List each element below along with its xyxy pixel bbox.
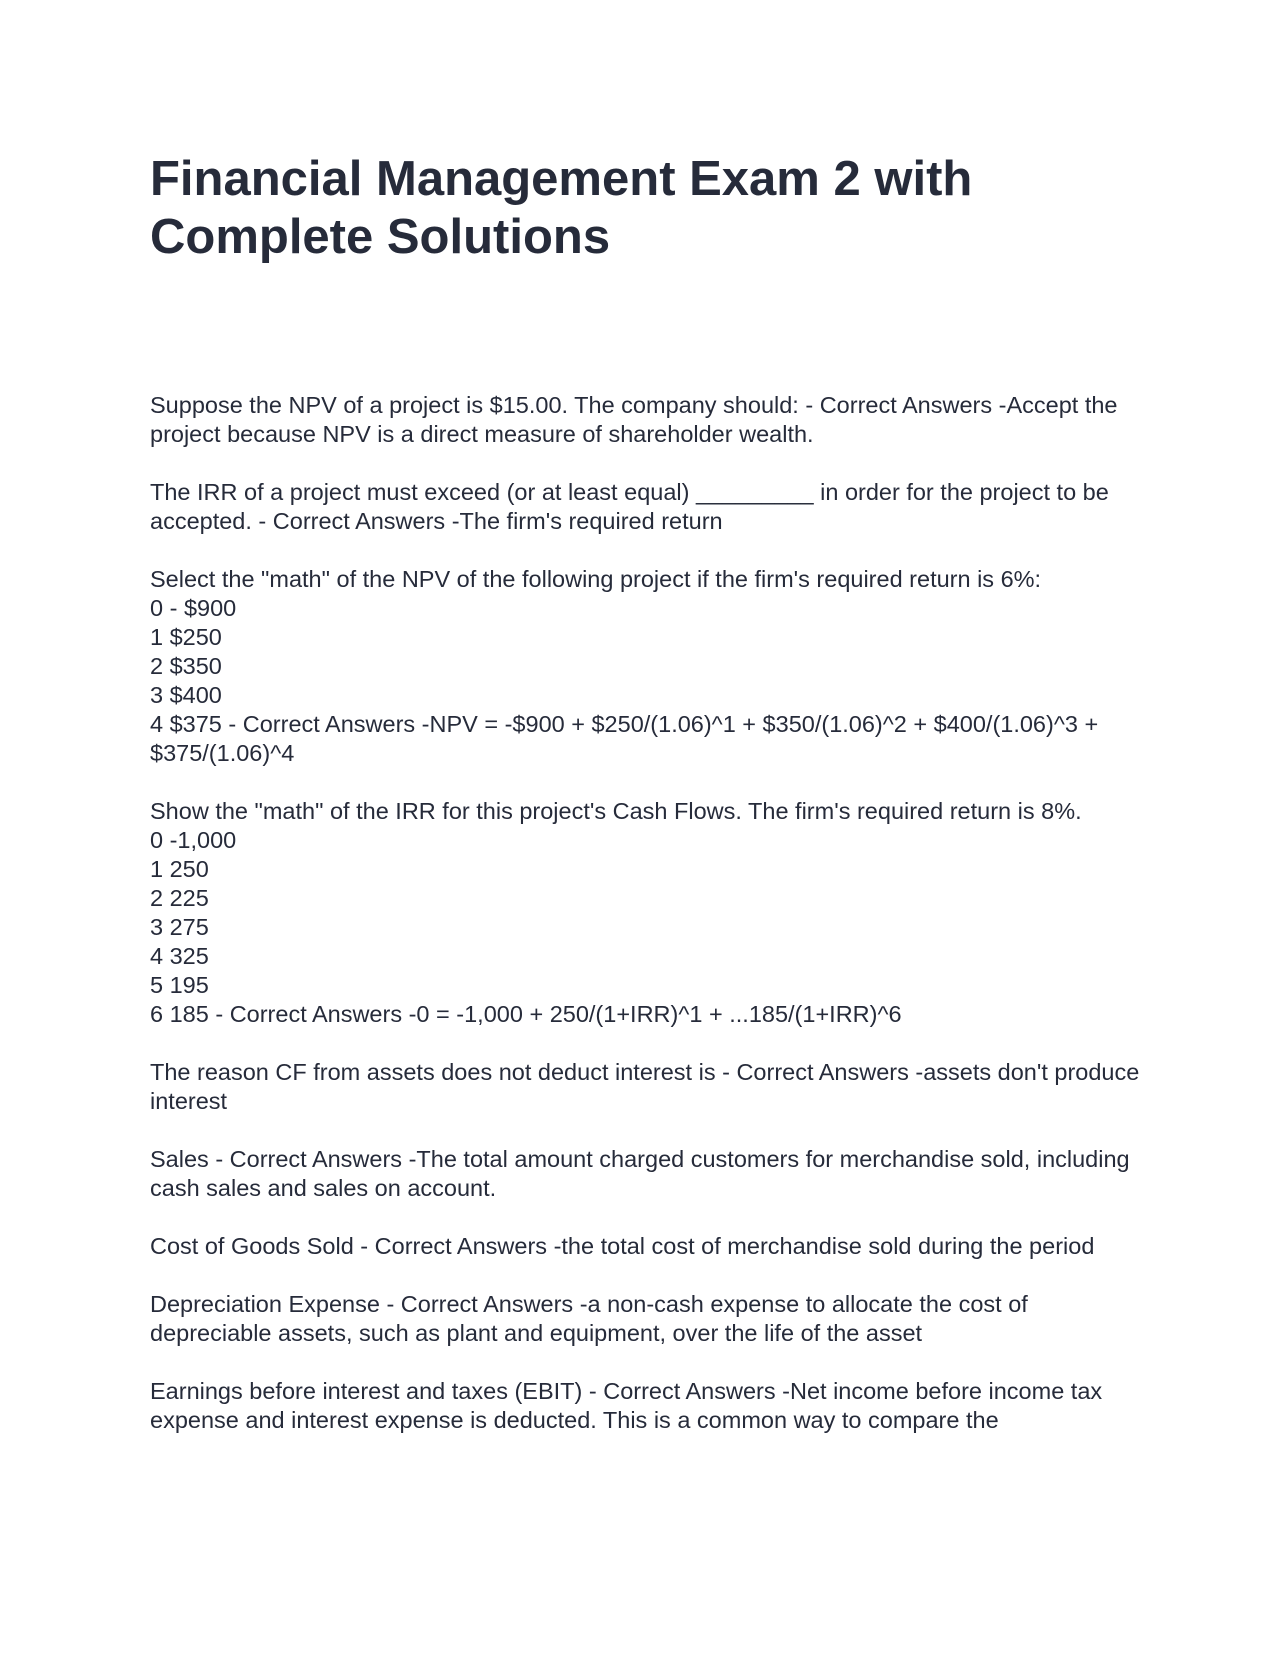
document-title — [150, 150, 1140, 266]
qa-line: 2 225 — [150, 885, 209, 911]
qa-line: 1 $250 — [150, 624, 222, 650]
qa-line: 6 185 - Correct Answers -0 = -1,000 + 250/(1+IRR)^1 + ...185/(1+IRR)^6 — [150, 1001, 902, 1027]
qa-list — [150, 391, 1140, 1435]
qa-item: The IRR of a project must exceed (or at least equal) _________ in order for the project to be accepted. - Correct Answers -The firm's required return — [150, 479, 1109, 534]
document-page — [150, 150, 1140, 1464]
qa-line: 1 250 — [150, 856, 209, 882]
qa-line: 4 $375 - Correct Answers -NPV = -$900 + $250/(1.06)^1 + $350/(1.06)^2 + $400/(1.06)^3 + $375/(1.06)^4 — [150, 711, 1099, 766]
qa-line: 3 $400 — [150, 682, 222, 708]
qa-item: Suppose the NPV of a project is $15.00. The company should: - Correct Answers -Accept the project because NPV is a direct measure of shareholder wealth. — [150, 392, 1118, 447]
title-line-1: Financial Management Exam 2 with — [150, 152, 973, 206]
qa-item: Earnings before interest and taxes (EBIT) - Correct Answers -Net income before income tax expense and interest expense is deducted. This is a common way to compare the — [150, 1378, 1103, 1433]
qa-item: Sales - Correct Answers -The total amount charged customers for merchandise sold, including cash sales and sales on account. — [150, 1146, 1130, 1201]
qa-line: Select the "math" of the NPV of the following project if the firm's required return is 6%: — [150, 566, 1042, 592]
qa-item: Depreciation Expense - Correct Answers -a non-cash expense to allocate the cost of depreciable assets, such as plant and equipment, over the life of the asset — [150, 1291, 1028, 1346]
qa-line: 2 $350 — [150, 653, 222, 679]
qa-item: The reason CF from assets does not deduct interest is - Correct Answers -assets don't produce interest — [150, 1059, 1140, 1114]
qa-line: Show the "math" of the IRR for this project's Cash Flows. The firm's required return is 8%. — [150, 798, 1082, 824]
qa-line: 0 -1,000 — [150, 827, 237, 853]
qa-line: 4 325 — [150, 943, 209, 969]
qa-item — [150, 797, 1140, 1029]
qa-line: 0 - $900 — [150, 595, 237, 621]
qa-item — [150, 565, 1140, 768]
qa-line: 3 275 — [150, 914, 209, 940]
qa-item: Cost of Goods Sold - Correct Answers -the total cost of merchandise sold during the period — [150, 1233, 1095, 1259]
title-line-2: Complete Solutions — [150, 210, 611, 264]
qa-line: 5 195 — [150, 972, 209, 998]
